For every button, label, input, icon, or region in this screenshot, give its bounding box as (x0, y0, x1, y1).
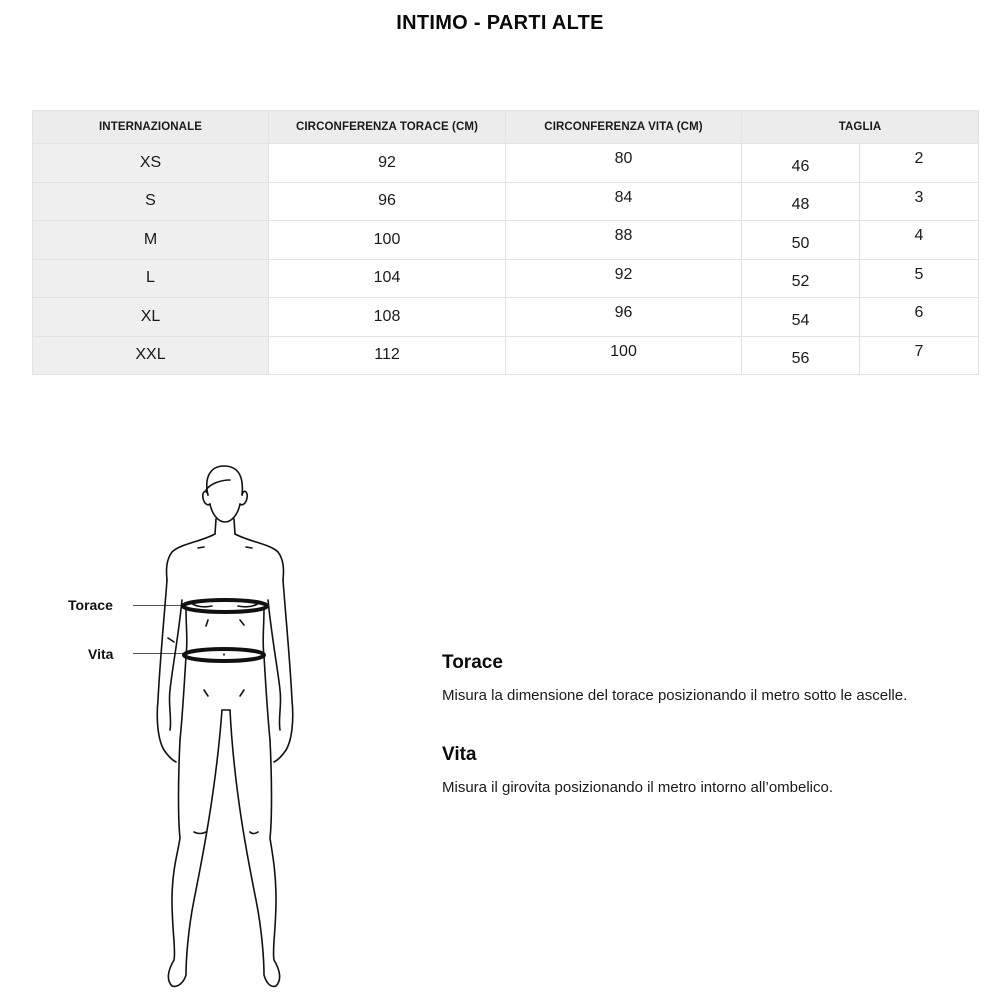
header-waist: CIRCONFERENZA VITA (CM) (506, 111, 742, 144)
cell-waist: 100 (506, 336, 742, 375)
instruction-heading-waist: Vita (442, 744, 477, 765)
cell-size-num: 2 (860, 144, 979, 183)
cell-size-num: 5 (860, 259, 979, 298)
cell-size-it: 52 (742, 259, 860, 298)
header-international: INTERNAZIONALE (33, 111, 269, 144)
cell-size-num: 7 (860, 336, 979, 375)
instruction-text-chest: Misura la dimensione del torace posizionando il metro sotto le ascelle. (442, 687, 908, 704)
cell-chest: 104 (269, 259, 506, 298)
cell-international: XL (33, 298, 269, 337)
cell-size-it: 46 (742, 144, 860, 183)
cell-size-num: 3 (860, 182, 979, 221)
figure-label-chest: Torace (68, 597, 113, 613)
cell-waist: 92 (506, 259, 742, 298)
table-row (33, 336, 979, 375)
cell-waist: 84 (506, 182, 742, 221)
table-header-row (33, 111, 979, 144)
table-row (33, 182, 979, 221)
cell-size-it: 48 (742, 182, 860, 221)
instruction-text-waist: Misura il girovita posizionando il metro intorno all’ombelico. (442, 779, 834, 796)
table-row (33, 221, 979, 260)
cell-chest: 112 (269, 336, 506, 375)
cell-size-num: 6 (860, 298, 979, 337)
table-row (33, 298, 979, 337)
cell-size-num: 4 (860, 221, 979, 260)
instruction-heading-chest: Torace (442, 652, 503, 673)
cell-international: L (33, 259, 269, 298)
size-chart-table (32, 110, 979, 375)
cell-size-it: 50 (742, 221, 860, 260)
table-row (33, 144, 979, 183)
table-row (33, 259, 979, 298)
cell-size-it: 56 (742, 336, 860, 375)
page-title: INTIMO - PARTI ALTE (396, 12, 604, 34)
cell-chest: 92 (269, 144, 506, 183)
cell-chest: 96 (269, 182, 506, 221)
cell-international: XXL (33, 336, 269, 375)
cell-waist: 96 (506, 298, 742, 337)
header-chest: CIRCONFERENZA TORACE (CM) (269, 111, 506, 144)
instruction-waist (442, 744, 833, 796)
cell-waist: 80 (506, 144, 742, 183)
cell-international: XS (33, 144, 269, 183)
cell-waist: 88 (506, 221, 742, 260)
body-measurement-figure-icon (120, 460, 320, 990)
header-size: TAGLIA (742, 111, 979, 144)
instruction-chest (442, 652, 907, 704)
figure-label-waist: Vita (88, 646, 114, 662)
cell-international: M (33, 221, 269, 260)
cell-international: S (33, 182, 269, 221)
cell-chest: 100 (269, 221, 506, 260)
cell-chest: 108 (269, 298, 506, 337)
cell-size-it: 54 (742, 298, 860, 337)
